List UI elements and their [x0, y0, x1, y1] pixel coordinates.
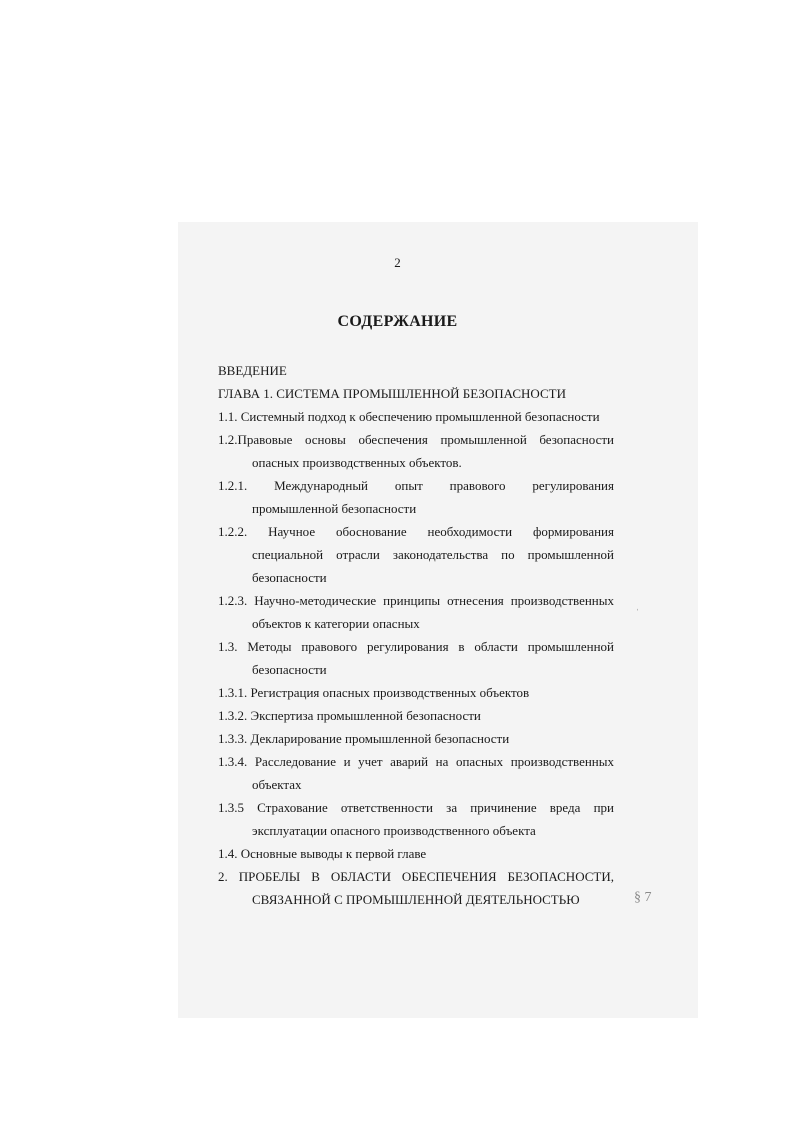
toc-entry: [218, 428, 614, 474]
toc-entry-continuation: объектах: [252, 777, 302, 792]
toc-entry-title: ВВЕДЕНИЕ: [218, 363, 287, 378]
tick-mark: ˌ: [636, 600, 640, 611]
table-of-contents: [218, 359, 614, 911]
toc-entry-title: 1.2.2. Научное обоснование необходимости формирования: [218, 524, 614, 539]
toc-entry-title: 1.4. Основные выводы к первой главе: [218, 846, 427, 861]
toc-entry: [218, 359, 614, 382]
toc-entry-title: 1.3.5 Страхование ответственности за причинение вреда при: [218, 800, 614, 815]
toc-entry-continuation: опасных производственных объектов.: [252, 455, 462, 470]
toc-entry: [218, 704, 614, 727]
toc-entry-title: ГЛАВА 1. СИСТЕМА ПРОМЫШЛЕННОЙ БЕЗОПАСНОСТИ: [218, 386, 566, 401]
toc-entry-title: 2. ПРОБЕЛЫ В ОБЛАСТИ ОБЕСПЕЧЕНИЯ БЕЗОПАСНОСТИ,: [218, 869, 614, 884]
toc-entry: [218, 865, 614, 911]
toc-entry-title: 1.2.3. Научно-методические принципы отнесения производственных: [218, 593, 614, 608]
toc-entry: [218, 589, 614, 635]
toc-entry-continuation: объектов к категории опасных: [252, 616, 420, 631]
handwritten-note: § 7: [634, 890, 652, 905]
toc-entry-title: 1.2.1. Международный опыт правового регулирования: [218, 478, 614, 493]
toc-entry-continuation: СВЯЗАННОЙ С ПРОМЫШЛЕННОЙ ДЕЯТЕЛЬНОСТЬЮ: [252, 892, 580, 907]
toc-entry: [218, 727, 614, 750]
toc-entry-continuation: безопасности: [252, 570, 327, 585]
toc-entry-title: 1.2.Правовые основы обеспечения промышленной безопасности: [218, 432, 614, 447]
toc-entry: [218, 405, 614, 428]
toc-entry: [218, 382, 614, 405]
toc-entry-title: 1.3.1. Регистрация опасных производственных объектов: [218, 685, 530, 700]
toc-entry: [218, 842, 614, 865]
toc-entry-title: 1.3. Методы правового регулирования в области промышленной: [218, 639, 614, 654]
toc-entry: [218, 796, 614, 842]
page-number: 2: [394, 255, 401, 270]
toc-entry: [218, 681, 614, 704]
toc-entry-continuation: эксплуатации опасного производственного объекта: [252, 823, 536, 838]
page-title: СОДЕРЖАНИЕ: [337, 313, 458, 330]
toc-entry-title: 1.1. Системный подход к обеспечению промышленной безопасности: [218, 409, 600, 424]
toc-entry: [218, 635, 614, 681]
toc-entry-title: 1.3.3. Декларирование промышленной безопасности: [218, 731, 510, 746]
toc-entry-continuation: промышленной безопасности: [252, 501, 417, 516]
toc-entry-title: 1.3.2. Экспертиза промышленной безопасности: [218, 708, 481, 723]
toc-entry: [218, 474, 614, 520]
toc-entry-continuation: специальной отрасли законодательства по промышленной: [252, 547, 614, 562]
toc-entry: [218, 750, 614, 796]
toc-entry-continuation: безопасности: [252, 662, 327, 677]
toc-entry: [218, 520, 614, 589]
toc-entry-title: 1.3.4. Расследование и учет аварий на опасных производственных: [218, 754, 614, 769]
